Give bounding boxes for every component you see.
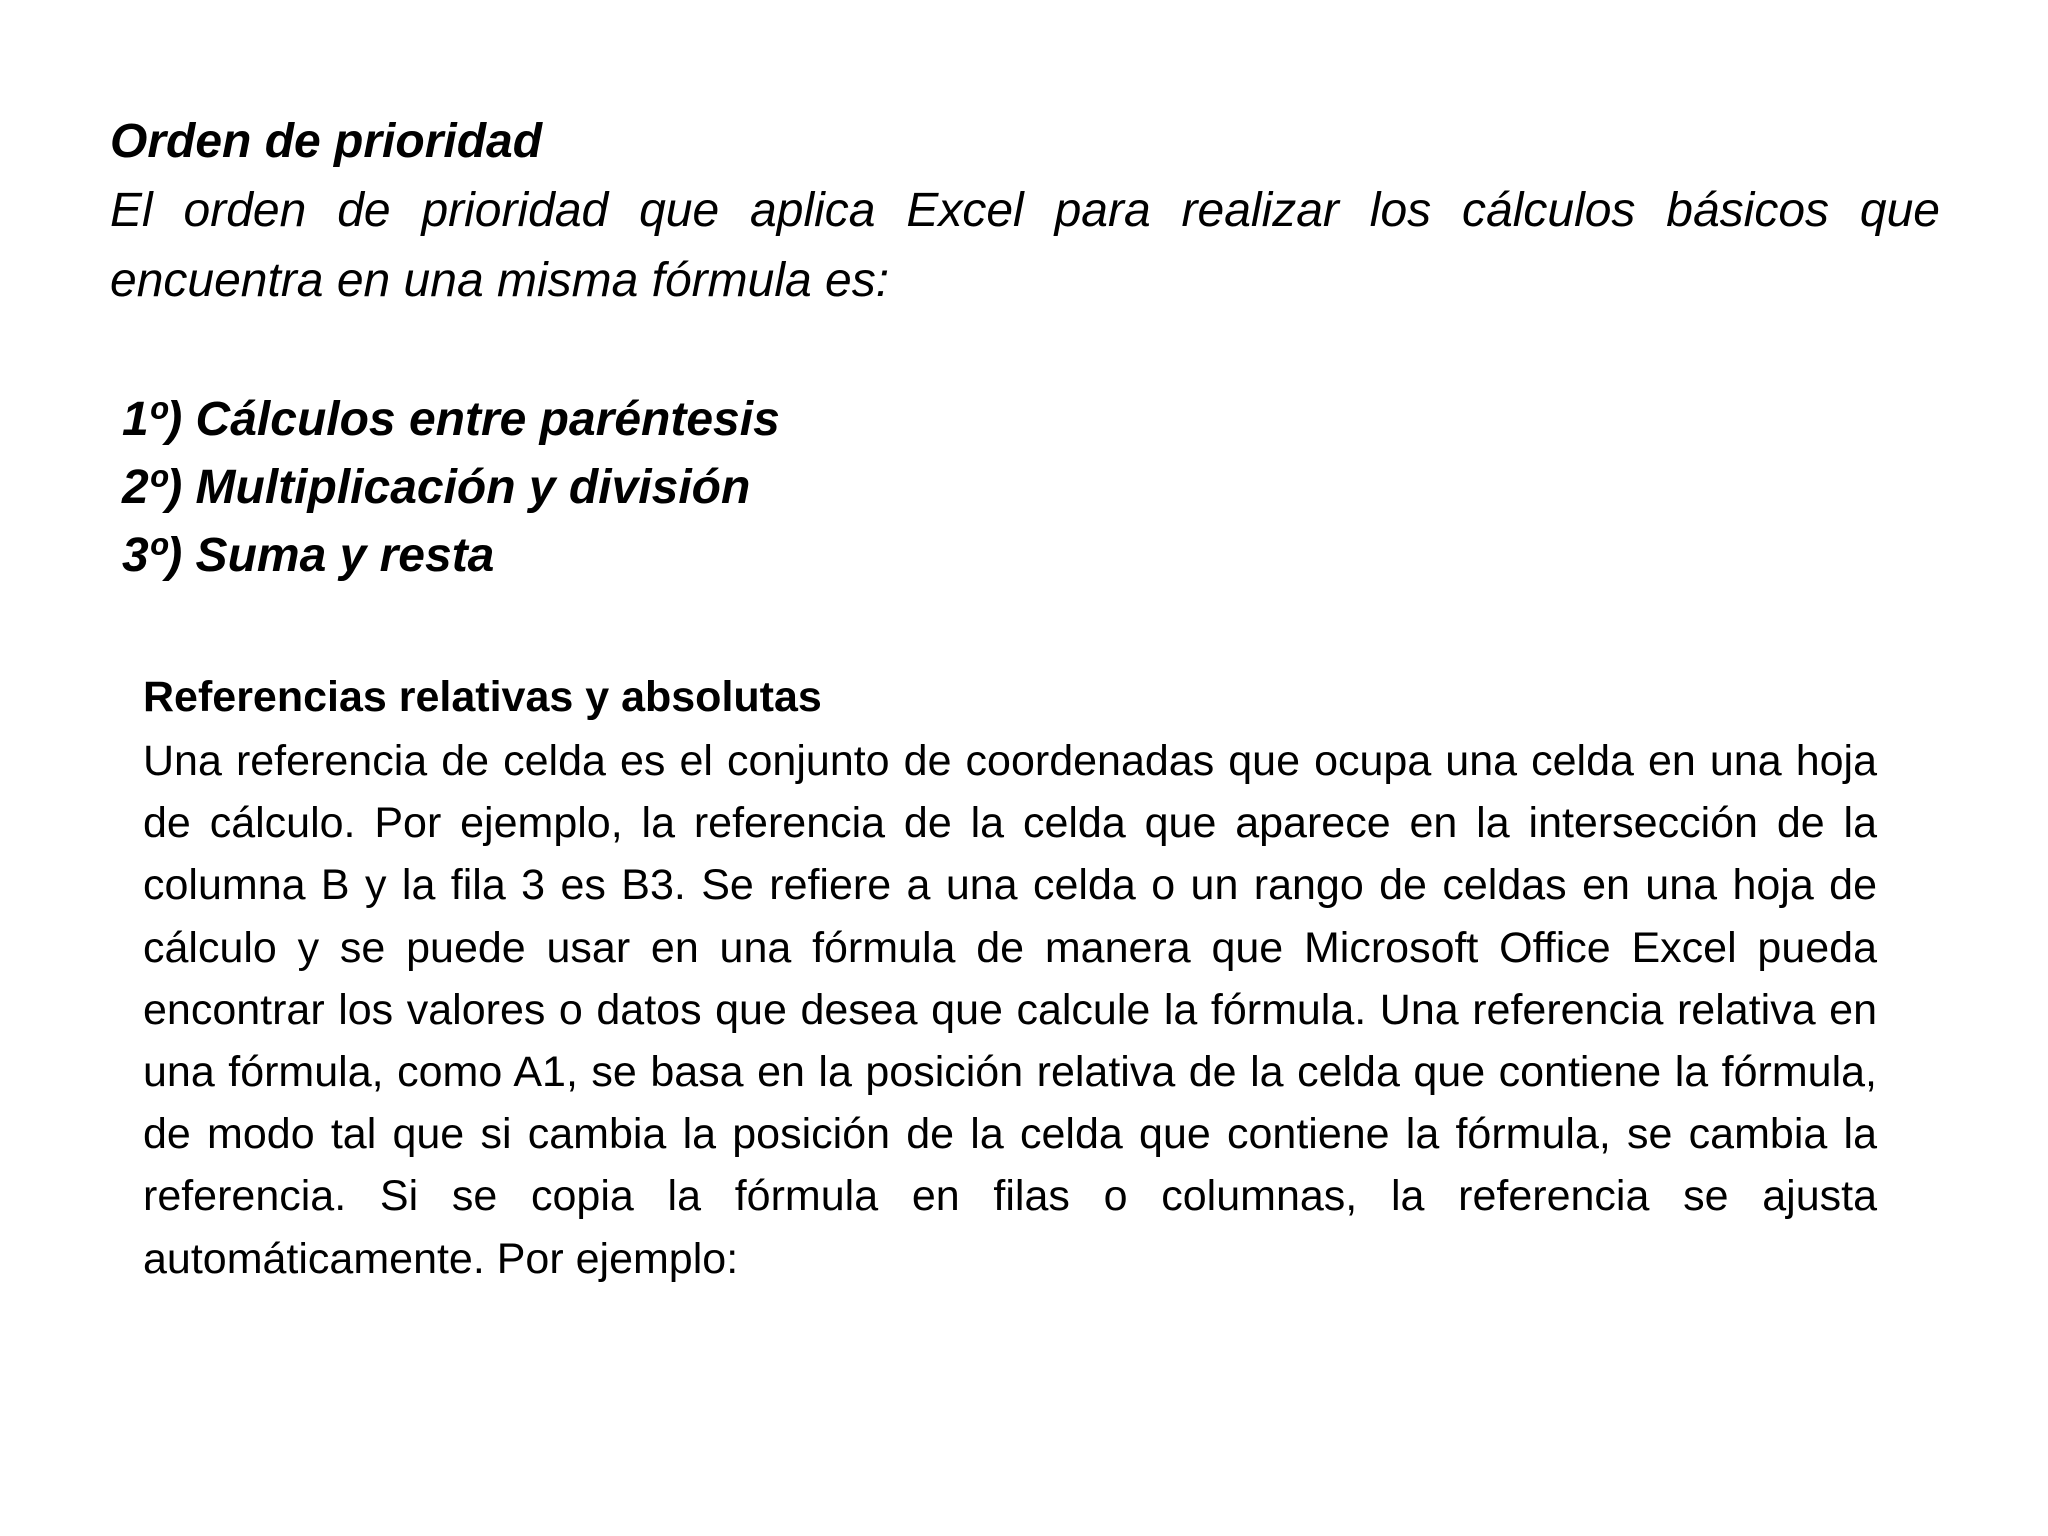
priority-item-multiplication-division: 2º) Multiplicación y división bbox=[122, 461, 751, 514]
references-section bbox=[143, 664, 1877, 1290]
priority-title: Orden de prioridad bbox=[110, 115, 543, 168]
priority-section bbox=[110, 108, 1940, 582]
references-body-paragraph: Una referencia de celda es el conjunto de coordenadas que ocupa una celda en una hoja de cálculo. Por ejemplo, la referencia de la celda que aparece en la intersección de la columna B y la fila 3 es B3. Se refiere a una celda o un rango de celdas en una hoja de cálculo y se puede usar en una fórmula de manera que Microsoft Office Excel pueda encontrar los valores o datos que desea que calcule la fórmula. Una referencia relativa en una fórmula, como A1, se basa en la posición relativa de la celda que contiene la fórmula, de modo tal que si cambia la posición de la celda que contiene la fórmula, se cambia la referencia. Si se copia la fórmula en filas o columnas, la referencia se ajusta automáticamente. Por ejemplo: bbox=[143, 737, 1877, 1283]
priority-item-parentheses: 1º) Cálculos entre paréntesis bbox=[122, 393, 780, 446]
priority-list bbox=[110, 386, 780, 590]
priority-intro-paragraph: El orden de prioridad que aplica Excel para realizar los cálculos básicos que encuentra en una misma fórmula es: bbox=[110, 184, 1940, 307]
priority-item-addition-subtraction: 3º) Suma y resta bbox=[122, 529, 495, 582]
references-title: Referencias relativas y absolutas bbox=[143, 673, 822, 721]
